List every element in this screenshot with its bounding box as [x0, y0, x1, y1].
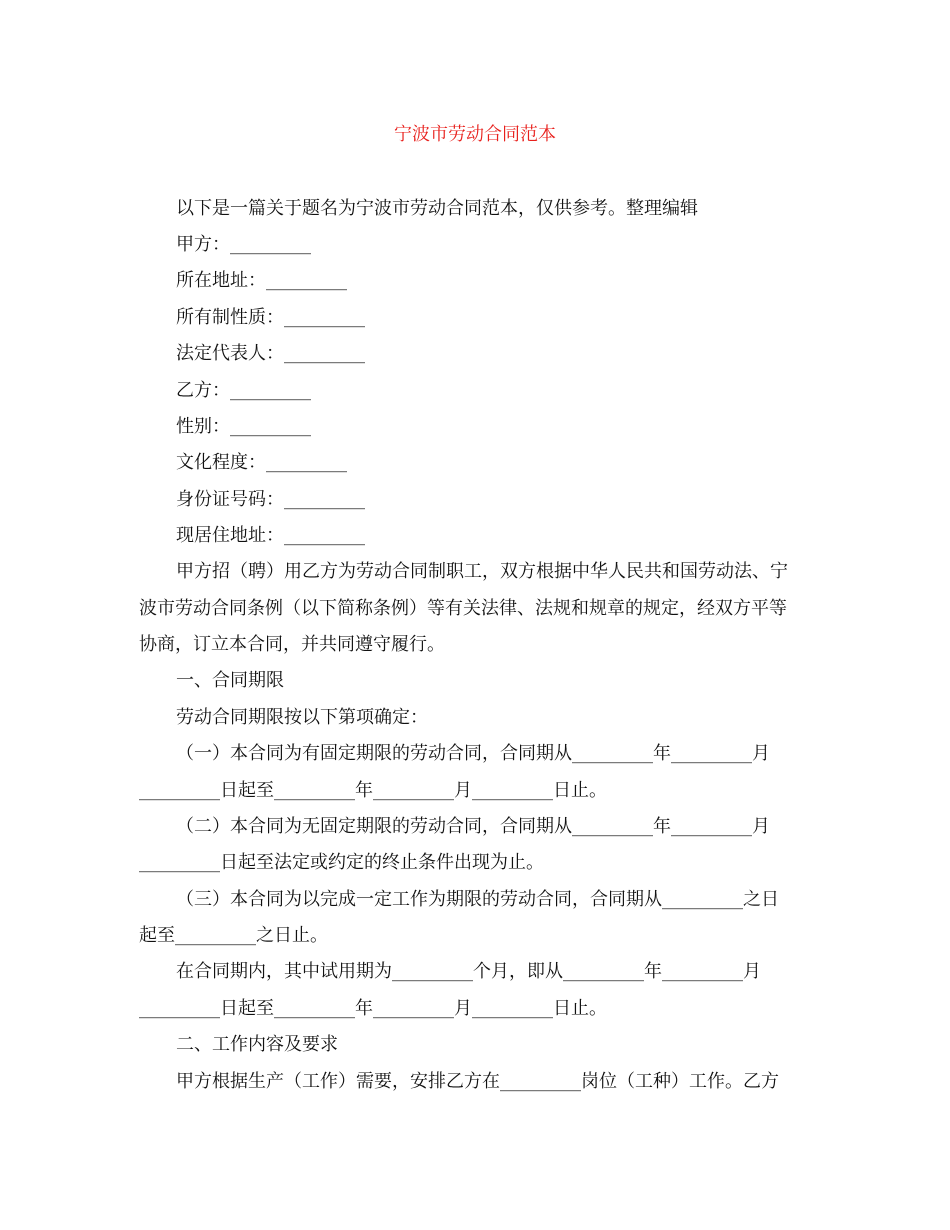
preamble-line-2: 波市劳动合同条例（以下简称条例）等有关法律、法规和规章的规定，经双方平等: [139, 598, 787, 619]
section1-lead: 劳动合同期限按以下第项确定：: [176, 707, 428, 728]
probation-line-1: 在合同期内，其中试用期为_________个月，即从_________年_________月: [176, 961, 761, 982]
clause1-line-1: （一）本合同为有固定期限的劳动合同，合同期从_________年_________月: [176, 743, 770, 764]
probation-line-2: _________日起至_________年_________月_________日止。: [139, 998, 607, 1019]
field-party-a: 甲方：_________: [176, 234, 311, 255]
field-residence: 现居住地址：_________: [176, 525, 365, 546]
intro-text: 以下是一篇关于题名为宁波市劳动合同范本，仅供参考。整理编辑: [176, 198, 698, 219]
field-id-number: 身份证号码：_________: [176, 489, 365, 510]
field-ownership: 所有制性质：_________: [176, 307, 365, 328]
section2-heading: 二、工作内容及要求: [176, 1034, 338, 1055]
preamble-line-1: 甲方招（聘）用乙方为劳动合同制职工，双方根据中华人民共和国劳动法、宁: [176, 561, 788, 582]
page-title: 宁波市劳动合同范本: [394, 124, 556, 145]
clause3-line-2: 起至_________之日止。: [139, 925, 328, 946]
clause1-line-2: _________日起至_________年_________月_________日止。: [139, 780, 607, 801]
field-legal-rep: 法定代表人：_________: [176, 343, 365, 364]
clause2-line-1: （二）本合同为无固定期限的劳动合同，合同期从_________年_________月: [176, 816, 770, 837]
field-party-b: 乙方：_________: [176, 380, 311, 401]
field-address: 所在地址：_________: [176, 270, 347, 291]
clause3-line-1: （三）本合同为以完成一定工作为期限的劳动合同，合同期从_________之日: [176, 889, 779, 910]
section1-heading: 一、合同期限: [176, 670, 284, 691]
section2-line: 甲方根据生产（工作）需要，安排乙方在_________岗位（工种）工作。乙方: [176, 1071, 779, 1092]
preamble-line-3: 协商，订立本合同，并共同遵守履行。: [139, 634, 445, 655]
clause2-line-2: _________日起至法定或约定的终止条件出现为止。: [139, 852, 544, 873]
field-gender: 性别：_________: [176, 416, 311, 437]
field-education: 文化程度：_________: [176, 452, 347, 473]
